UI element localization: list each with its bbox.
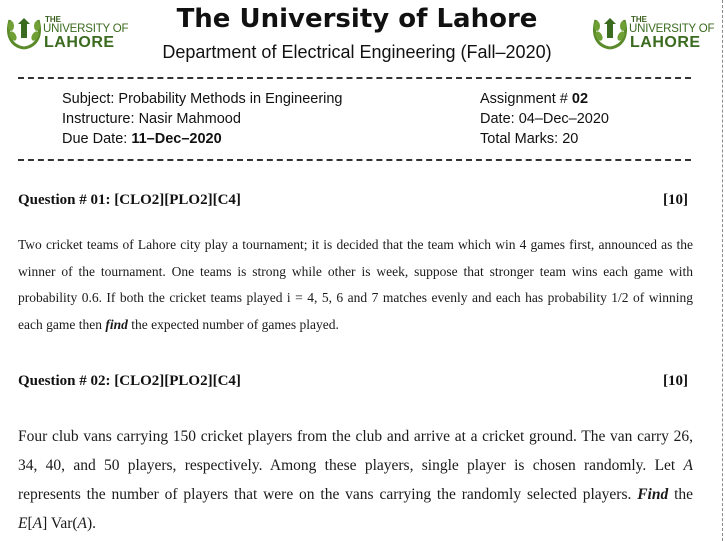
instructor-value: Nasir Mahmood — [138, 111, 241, 127]
instructor-label: Instructure: — [62, 111, 139, 127]
total-marks-line — [480, 129, 578, 149]
logo-lahore-text: LAHORE — [630, 34, 701, 51]
subject-value: Probability Methods in Engineering — [118, 91, 343, 107]
question-1-marks: [10] — [663, 192, 688, 208]
due-date-value: 11–Dec–2020 — [131, 131, 222, 147]
question-2-text-part: ] Var( — [42, 515, 78, 532]
variable-a: A — [683, 457, 693, 474]
logo-the-text: THE — [45, 15, 61, 24]
question-2-text-end: ). — [87, 515, 97, 532]
question-1-heading — [18, 192, 688, 209]
question-2-text-part: Four club vans carrying 150 cricket players from the club and arrive at a cricket ground. The van carry 26, 34, 40, and 50 players, respectively. Among these players, single player is chosen randomly. Let — [18, 428, 693, 474]
total-marks-label: Total Marks: — [480, 131, 563, 147]
question-1-text — [18, 232, 693, 338]
expectation-symbol: E — [18, 515, 28, 532]
date-value: 04–Dec–2020 — [518, 111, 609, 127]
question-2-find-word: Find — [637, 486, 669, 503]
page-edge — [722, 0, 723, 541]
logo-university-text: UNIVERSITY OF — [629, 23, 715, 35]
dashed-divider-top — [18, 77, 691, 79]
assignment-number: 02 — [571, 91, 589, 107]
logo-lahore-text: LAHORE — [44, 34, 115, 51]
question-2-text-part: represents the number of players that were on the vans carrying the randomly selected players. — [18, 486, 638, 503]
subject-label: Subject: — [62, 91, 119, 107]
due-date-label: Due Date: — [62, 131, 132, 147]
date-line — [480, 109, 609, 129]
question-1-text-end: the expected number of games played. — [127, 316, 339, 332]
question-2-marks: [10] — [663, 373, 688, 389]
assignment-label: Assignment # — [480, 91, 572, 107]
logo-the-text: THE — [631, 15, 647, 24]
question-2-text — [18, 422, 693, 538]
question-1-title: Question # 01: [CLO2][PLO2][C4] — [18, 192, 241, 208]
question-2-heading — [18, 373, 688, 390]
date-label: Date: — [480, 111, 519, 127]
total-marks-value: 20 — [562, 131, 579, 147]
dashed-divider-bottom — [18, 159, 691, 161]
question-1-text-part: Two cricket teams of Lahore city play a tournament; it is decided that the team which win 4 games first, announced as the winner of the tournament. One teams is strong while other is week, suppose that stronger team wins each game with probability 0.6. If both the cricket teams played i = 4, 5, 6 and 7 matches evenly and each has probability 1/2 of winning each game then — [18, 237, 693, 332]
page-title: The University of Lahore — [176, 4, 538, 34]
subject-line — [62, 89, 343, 109]
logo-university-text: UNIVERSITY OF — [43, 23, 129, 35]
department-subtitle: Department of Electrical Engineering (Fall–2020) — [162, 42, 552, 62]
variable-a: A — [77, 515, 88, 532]
instructor-line — [62, 109, 241, 129]
due-date-line — [62, 129, 222, 149]
question-2-text-part: [ — [27, 515, 33, 532]
question-2-title: Question # 02: [CLO2][PLO2][C4] — [18, 373, 241, 389]
variable-a: A — [32, 515, 43, 532]
assignment-line — [480, 89, 588, 109]
question-1-find-word: find — [105, 316, 128, 332]
question-2-text-part: the — [668, 486, 693, 503]
